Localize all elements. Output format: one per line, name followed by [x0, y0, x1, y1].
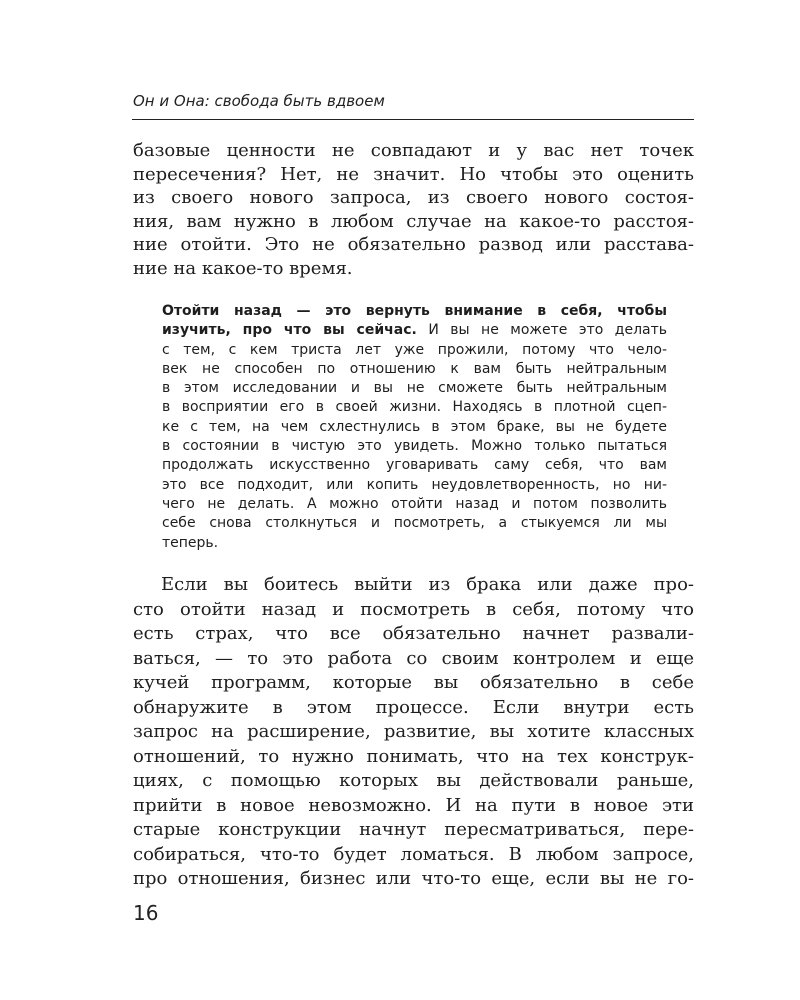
text-line: ние отойти. Это не обязательно развод или расстава- — [133, 234, 694, 255]
text-line: Если вы боитесь выйти из брака или даже про- — [161, 574, 694, 595]
text-line: про отношения, бизнес или что-то еще, если вы не го- — [133, 868, 694, 889]
quote-line: чего не делать. А можно отойти назад и потом позволить — [162, 495, 667, 512]
quote-line: теперь. — [162, 534, 219, 551]
text-line: прийти в новое невозможно. И на пути в новое эти — [133, 794, 694, 816]
quote-line: это все подходит, или копить неудовлетворенность, но ни- — [162, 476, 667, 493]
quote-line: в состоянии в чистую это увидеть. Можно только пытаться — [162, 438, 667, 455]
quote-line: в этом исследовании и вы не сможете быть нейтральным — [162, 380, 667, 397]
text-line: отношений, то нужно понимать, что на тех конструк- — [133, 745, 694, 767]
header-divider — [132, 119, 694, 120]
quote-line: ке с тем, на чем схлестнулись в этом браке, вы не будете — [162, 418, 667, 435]
running-header: Он и Она: свобода быть вдвоем — [133, 92, 385, 110]
text-line: обнаружите в этом процессе. Если внутри есть — [133, 696, 694, 718]
quote-line: себе снова столкнуться и посмотреть, а стыкуемся ли мы — [162, 515, 667, 532]
text-line: есть страх, что все обязательно начнет развали- — [133, 623, 694, 644]
text-line: сто отойти назад и посмотреть в себя, потому что — [133, 598, 694, 620]
quote-line — [162, 302, 667, 321]
quote-line: в восприятии его в своей жизни. Находясь в плотной сцеп- — [162, 399, 667, 416]
quote-text: И вы не можете это делать — [416, 322, 668, 339]
text-line: запрос на расширение, развитие, вы хотите классных — [133, 721, 694, 742]
text-line: базовые ценности не совпадают и у вас нет точек — [133, 140, 694, 161]
text-line: ваться, — то это работа со своим контролем и еще — [133, 647, 694, 669]
quote-line: век не способен по отношению к вам быть нейтральным — [162, 360, 667, 377]
quote-block — [162, 302, 667, 553]
quote-bold-text: изучить, про что вы сейчас. — [162, 322, 417, 339]
text-line: ния, вам нужно в любом случае на какое-то расстоя- — [133, 210, 694, 232]
quote-line — [162, 321, 667, 340]
text-line: ние на какое-то время. — [133, 257, 353, 279]
text-line: из своего нового запроса, из своего нового состоя- — [133, 187, 694, 208]
body-paragraph-2 — [133, 573, 694, 892]
page-number: 16 — [133, 901, 159, 925]
body-paragraph-1 — [133, 139, 694, 280]
text-line: кучей программ, которые вы обязательно в себе — [133, 672, 694, 693]
quote-line: с тем, с кем триста лет уже прожили, потому что чело- — [162, 341, 667, 358]
text-line: старые конструкции начнут пересматриваться, пере- — [133, 819, 694, 840]
quote-line: продолжать искусственно уговаривать саму себя, что вам — [162, 457, 667, 474]
text-line: собираться, что-то будет ломаться. В любом запросе, — [133, 843, 694, 865]
text-line: циях, с помощью которых вы действовали раньше, — [133, 770, 694, 791]
quote-bold-text: Отойти назад — это вернуть внимание в себя, чтобы — [162, 303, 667, 319]
text-line: пересечения? Нет, не значит. Но чтобы это оценить — [133, 163, 694, 185]
